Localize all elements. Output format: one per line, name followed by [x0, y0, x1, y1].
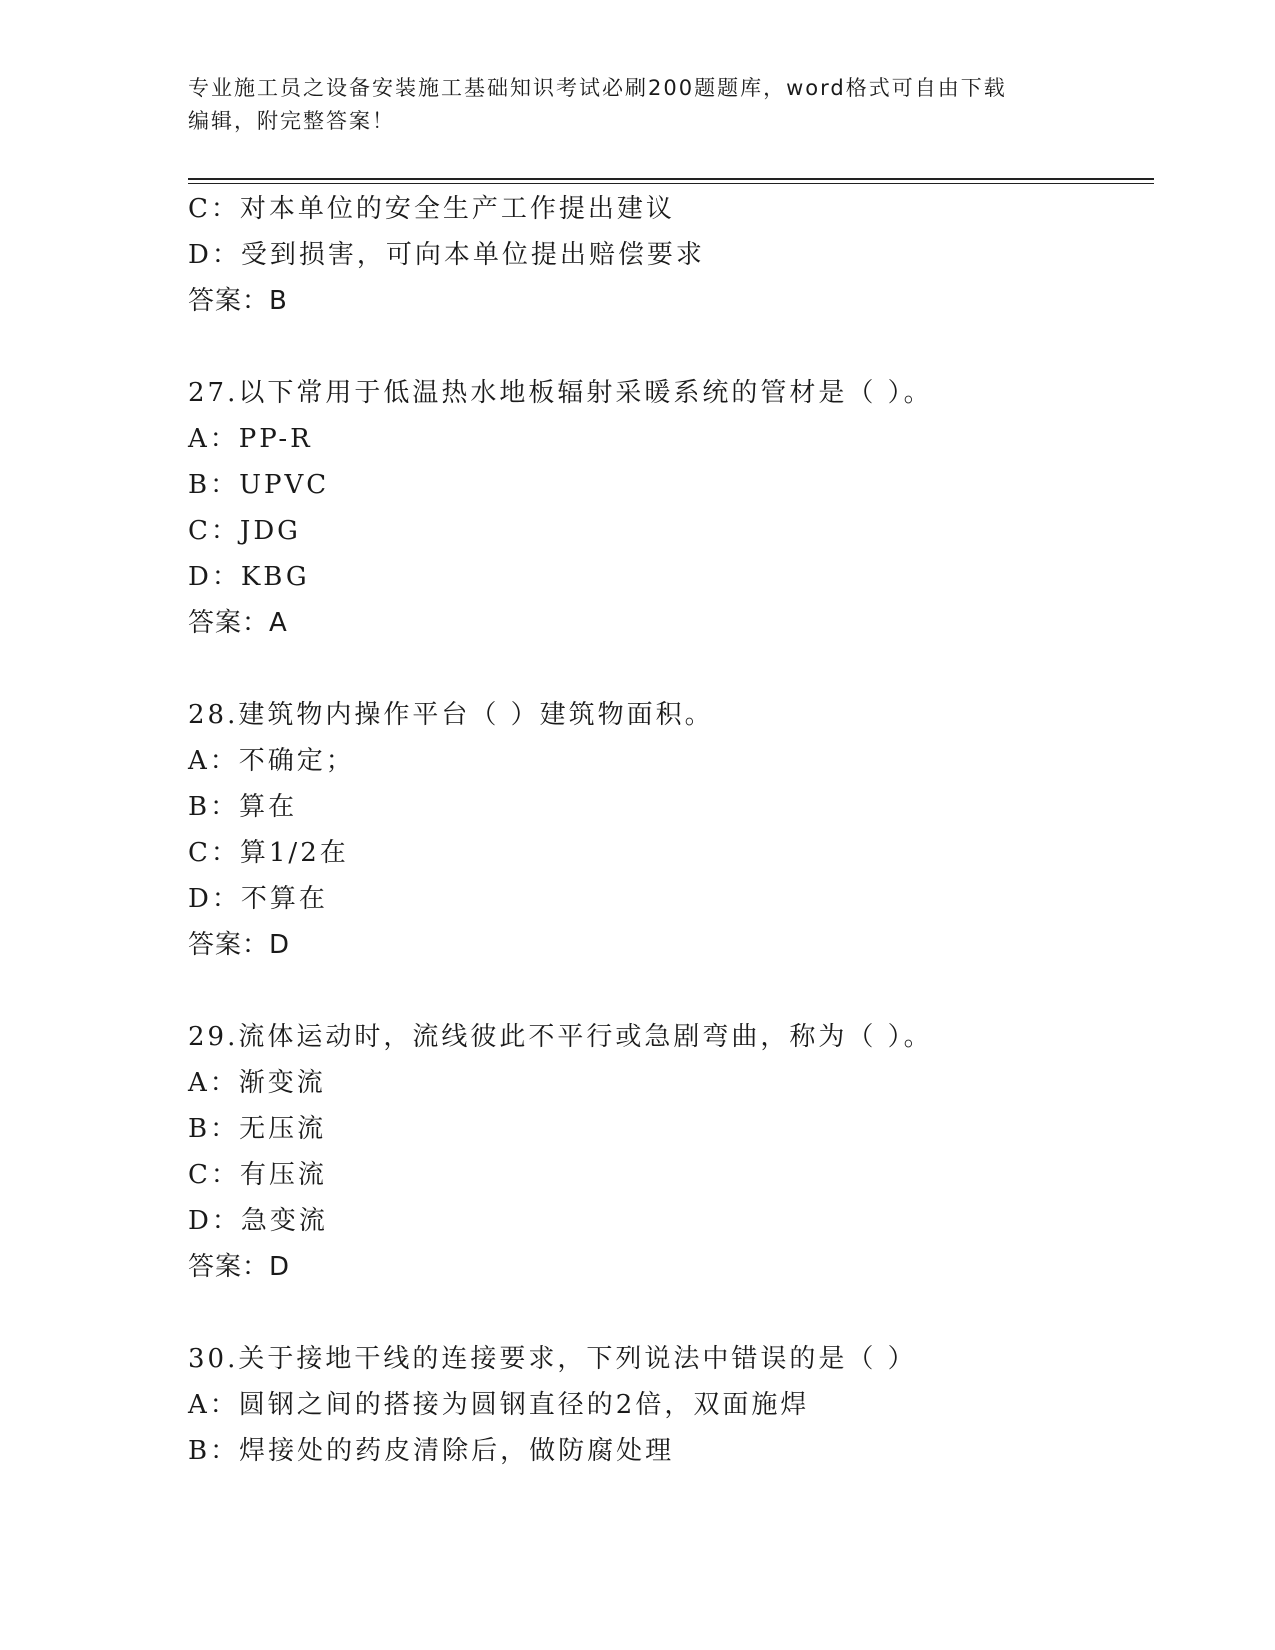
option-line: C：算1/2在	[188, 838, 349, 868]
answer-line: 答案：D	[188, 1252, 291, 1282]
header-line-2: 编辑，附完整答案！	[188, 109, 395, 133]
header-rule-thick	[188, 178, 1154, 180]
option-line: D：受到损害，可向本单位提出赔偿要求	[188, 240, 705, 270]
option-line: B：算在	[188, 792, 298, 822]
option-line: C：对本单位的安全生产工作提出建议	[188, 194, 675, 224]
option-line: A：渐变流	[188, 1068, 326, 1098]
question-stem: 27.以下常用于低温热水地板辐射采暖系统的管材是（ ）。	[188, 378, 933, 408]
question-stem: 30.关于接地干线的连接要求，下列说法中错误的是（ ）	[188, 1344, 917, 1374]
option-line: C：JDG	[188, 516, 301, 546]
question-list	[188, 186, 1154, 1474]
option-line: A：圆钢之间的搭接为圆钢直径的2倍，双面施焊	[188, 1390, 810, 1420]
option-line: D：急变流	[188, 1206, 328, 1236]
option-line: B：UPVC	[188, 470, 330, 500]
option-line: D：KBG	[188, 562, 310, 592]
question-stem: 28.建筑物内操作平台（ ）建筑物面积。	[188, 700, 714, 730]
answer-line: 答案：D	[188, 930, 291, 960]
document-header	[188, 72, 1088, 138]
option-line: A：不确定；	[188, 746, 355, 776]
option-line: D：不算在	[188, 884, 328, 914]
header-line-1: 专业施工员之设备安装施工基础知识考试必刷200题题库，word格式可自由下载	[188, 76, 1007, 100]
spacer	[188, 324, 1154, 370]
spacer	[188, 968, 1154, 1014]
question-stem: 29.流体运动时，流线彼此不平行或急剧弯曲，称为（ ）。	[188, 1022, 933, 1052]
header-rule-thin	[188, 183, 1154, 184]
spacer	[188, 1290, 1154, 1336]
option-line: B：焊接处的药皮清除后，做防腐处理	[188, 1436, 675, 1466]
spacer	[188, 646, 1154, 692]
option-line: B：无压流	[188, 1114, 327, 1144]
option-line: C：有压流	[188, 1160, 327, 1190]
answer-line: 答案：B	[188, 286, 288, 316]
option-line: A：PP-R	[188, 424, 313, 454]
answer-line: 答案：A	[188, 608, 288, 638]
